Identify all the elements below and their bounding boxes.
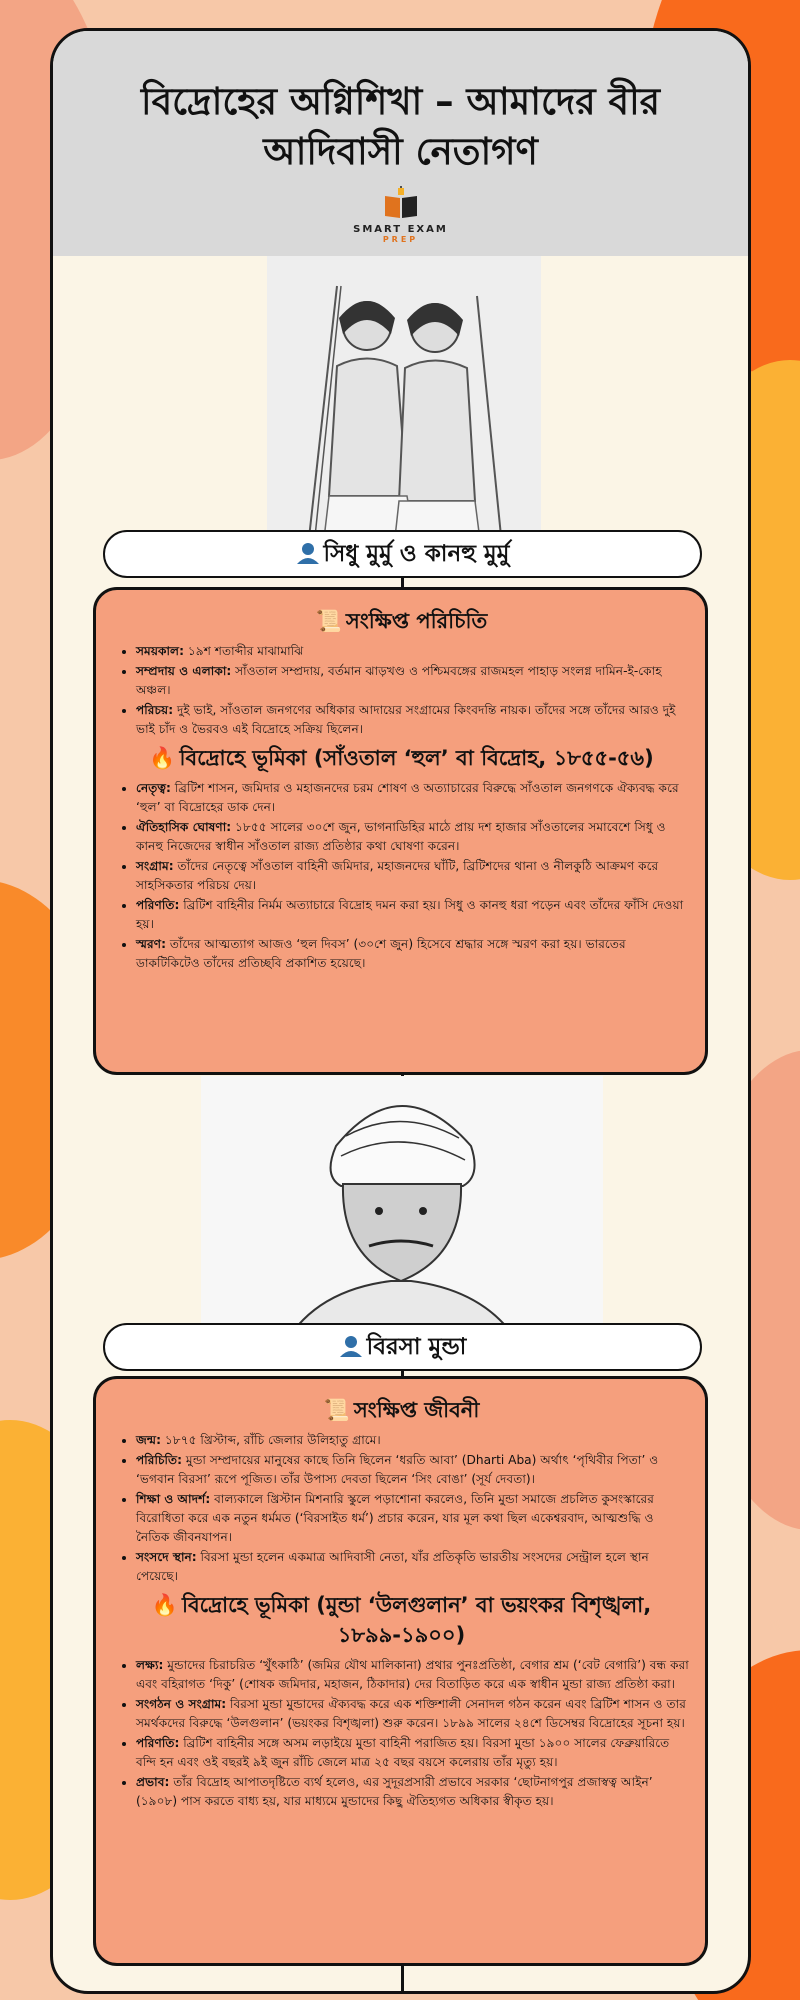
logo [53,186,748,244]
list-item: • সংগ্রাম: তাঁদের নেতৃত্বে সাঁওতাল বাহিনী জমিদার, মহাজনদের ঘাঁটি, ব্রিটিশদের থানা ও নীলকুঠি আক্রমণ করে সাহসিকতার পরিচয় দেয়। [136,857,689,895]
role-list-1 [114,779,689,973]
scroll-icon: 📜 [323,1398,350,1422]
list-item: • পরিণতি: ব্রিটিশ বাহিনীর নির্মম অত্যাচারে বিদ্রোহ দমন করা হয়। সিধু ও কানহু ধরা পড়েন এবং তাঁদের ফাঁসি দেওয়া হয়। [136,896,689,934]
list-item: • পরিণতি: ব্রিটিশ বাহিনীর সঙ্গে অসম লড়াইয়ে মুন্ডা বাহিনী পরাজিত হয়। বিরসা মুন্ডা ১৯০০ সালের ফেব্রুয়ারিতে বন্দি হন এবং ওই বছরই ৯ই জুন রাঁচি জেলে মাত্র ২৫ বছর বয়সে কলেরায় তাঁর মৃত্যু হয়। [136,1734,689,1772]
role-title-1 [114,743,689,773]
role-title-2-text: বিদ্রোহে ভূমিকা (মুন্ডা ‘উলগুলান’ বা ভয়ংকর বিশৃঙ্খলা, ১৮৯৯-১৯০০) [181,1593,652,1647]
portrait-sidhu-kanhu [267,256,541,556]
fire-icon: 🔥 [149,746,176,770]
name-sidhu-kanhu [103,530,702,578]
list-item: • শিক্ষা ও আদর্শ: বাল্যকালে খ্রিস্টান মিশনারি স্কুলে পড়াশোনা করলেও, তিনি মুন্ডা সমাজে প্রচলিত কুসংস্কারের বিরোধিতা করে এক নতুন ধর্মমত (‘বিরসাইত ধর্ম’) প্রচার করেন, যার মূল কথা ছিল একেশ্বরবাদ, আত্মশুদ্ধি ও নৈতিক জীবনযাপন। [136,1490,689,1547]
list-item: • সংসদে স্থান: বিরসা মুন্ডা হলেন একমাত্র আদিবাসী নেতা, যাঁর প্রতিকৃতি ভারতীয় সংসদের সেন্ট্রাল হলে স্থান পেয়েছে। [136,1548,689,1586]
list-item: • ঐতিহাসিক ঘোষণা: ১৮৫৫ সালের ৩০শে জুন, ভাগনাডিহির মাঠে প্রায় দশ হাজার সাঁওতালের সমাবেশে সিধু ও কানহু নিজেদের স্বাধীন সাঁওতাল রাজ্য প্রতিষ্ঠার কথা ঘোষণা করেন। [136,818,689,856]
list-item: • নেতৃত্ব: ব্রিটিশ শাসন, জমিদার ও মহাজনদের চরম শোষণ ও অত্যাচারের বিরুদ্ধে সাঁওতাল জনগণকে ঐক্যবদ্ধ করে ‘হুল’ বা বিদ্রোহের ডাক দেন। [136,779,689,817]
list-item: • পরিচিতি: মুন্ডা সম্প্রদায়ের মানুষের কাছে তিনি ছিলেন ‘ধরতি আবা’ (Dharti Aba) অর্থাৎ ‘পৃথিবীর পিতা’ ও ‘ভগবান বিরসা’ রূপে পূজিত। তাঁর উপাস্য দেবতা ছিলেন ‘সিং বোঙা’ (সূর্য দেবতা)। [136,1451,689,1489]
intro-list-2 [114,1431,689,1586]
role-title-1-text: বিদ্রোহে ভূমিকা (সাঁওতাল ‘হুল’ বা বিদ্রোহ, ১৮৫৫-৫৬) [179,746,654,770]
logo-name: SMART EXAM [353,224,448,235]
intro-title-1-text: সংক্ষিপ্ত পরিচিতি [345,609,488,633]
person-icon [296,542,320,564]
list-item: • পরিচয়: দুই ভাই, সাঁওতাল জনগণের অধিকার আদায়ের সংগ্রামের কিংবদন্তি নায়ক। তাঁদের সঙ্গে তাঁদের আরও দুই ভাই চাঁদ ও ভৈরবও এই বিদ্রোহে সক্রিয় ছিলেন। [136,701,689,739]
list-item: • জন্ম: ১৮৭৫ খ্রিস্টাব্দ, রাঁচি জেলার উলিহাতু গ্রামে। [136,1431,689,1450]
book-lamp-icon [381,186,421,220]
portrait-birsa-munda [201,1076,603,1351]
scroll-icon: 📜 [315,609,342,633]
logo-subtitle: PREP [382,235,419,244]
page-title: বিদ্রোহের অগ্নিশিখা – আমাদের বীর আদিবাসী নেতাগণ [140,80,661,173]
fire-icon: 🔥 [151,1593,178,1617]
list-item: • প্রভাব: তাঁর বিদ্রোহ আপাতদৃষ্টিতে ব্যর্থ হলেও, এর সুদূরপ্রসারী প্রভাবে সরকার ‘ছোটনাগপুর প্রজাস্বত্ব আইন’ (১৯০৮) পাস করতে বাধ্য হয়, যার মাধ্যমে মুন্ডাদের কিছু ঐতিহ্যগত অধিকার স্বীকৃত হয়। [136,1773,689,1811]
person-icon [339,1335,363,1357]
intro-title-1 [114,606,689,636]
info-box-birsa-munda [93,1376,708,1966]
role-list-2 [114,1656,689,1811]
list-item: • সময়কাল: ১৯শ শতাব্দীর মাঝামাঝি [136,642,689,661]
intro-title-2 [114,1395,689,1425]
info-box-sidhu-kanhu [93,587,708,1075]
name-birsa-munda [103,1323,702,1371]
list-item: • সংগঠন ও সংগ্রাম: বিরসা মুন্ডা মুন্ডাদের ঐক্যবদ্ধ করে এক শক্তিশালী সেনাদল গঠন করেন এবং ব্রিটিশ শাসন ও তার সমর্থকদের বিরুদ্ধে ‘উলগুলান’ (ভয়ংকর বিশৃঙ্খলা) শুরু করেন। ১৮৯৯ সালের ২৪শে ডিসেম্বর বিদ্রোহের সূচনা হয়। [136,1695,689,1733]
name-sidhu-kanhu-text: সিধু মুর্মু ও কানহু মুর্মু [323,541,510,567]
list-item: • স্মরণ: তাঁদের আত্মত্যাগ আজও ‘হুল দিবস’ (৩০শে জুন) হিসেবে শ্রদ্ধার সঙ্গে স্মরণ করা হয়। ভারতের ডাকটিকিটেও তাঁদের প্রতিচ্ছবি প্রকাশিত হয়েছে। [136,935,689,973]
header [53,31,748,256]
intro-title-2-text: সংক্ষিপ্ত জীবনী [353,1398,480,1422]
role-title-2 [114,1590,689,1650]
list-item: • সম্প্রদায় ও এলাকা: সাঁওতাল সম্প্রদায়, বর্তমান ঝাড়খণ্ড ও পশ্চিমবঙ্গের রাজমহল পাহাড় সংলগ্ন দামিন-ই-কোহ অঞ্চল। [136,662,689,700]
list-item: • লক্ষ্য: মুন্ডাদের চিরাচরিত ‘খুঁৎকাঠি’ (জমির যৌথ মালিকানা) প্রথার পুনঃপ্রতিষ্ঠা, বেগার শ্রম (‘বেট বেগারি’) বন্ধ করা এবং বহিরাগত ‘দিকু’ (শোষক জমিদার, মহাজন, ঠিকাদার) দের বিতাড়িত করে এক স্বাধীন মুন্ডা রাজ্য প্রতিষ্ঠা করা। [136,1656,689,1694]
infographic-card [50,28,751,1994]
name-birsa-munda-text: বিরসা মুন্ডা [366,1334,467,1360]
intro-list-1 [114,642,689,739]
